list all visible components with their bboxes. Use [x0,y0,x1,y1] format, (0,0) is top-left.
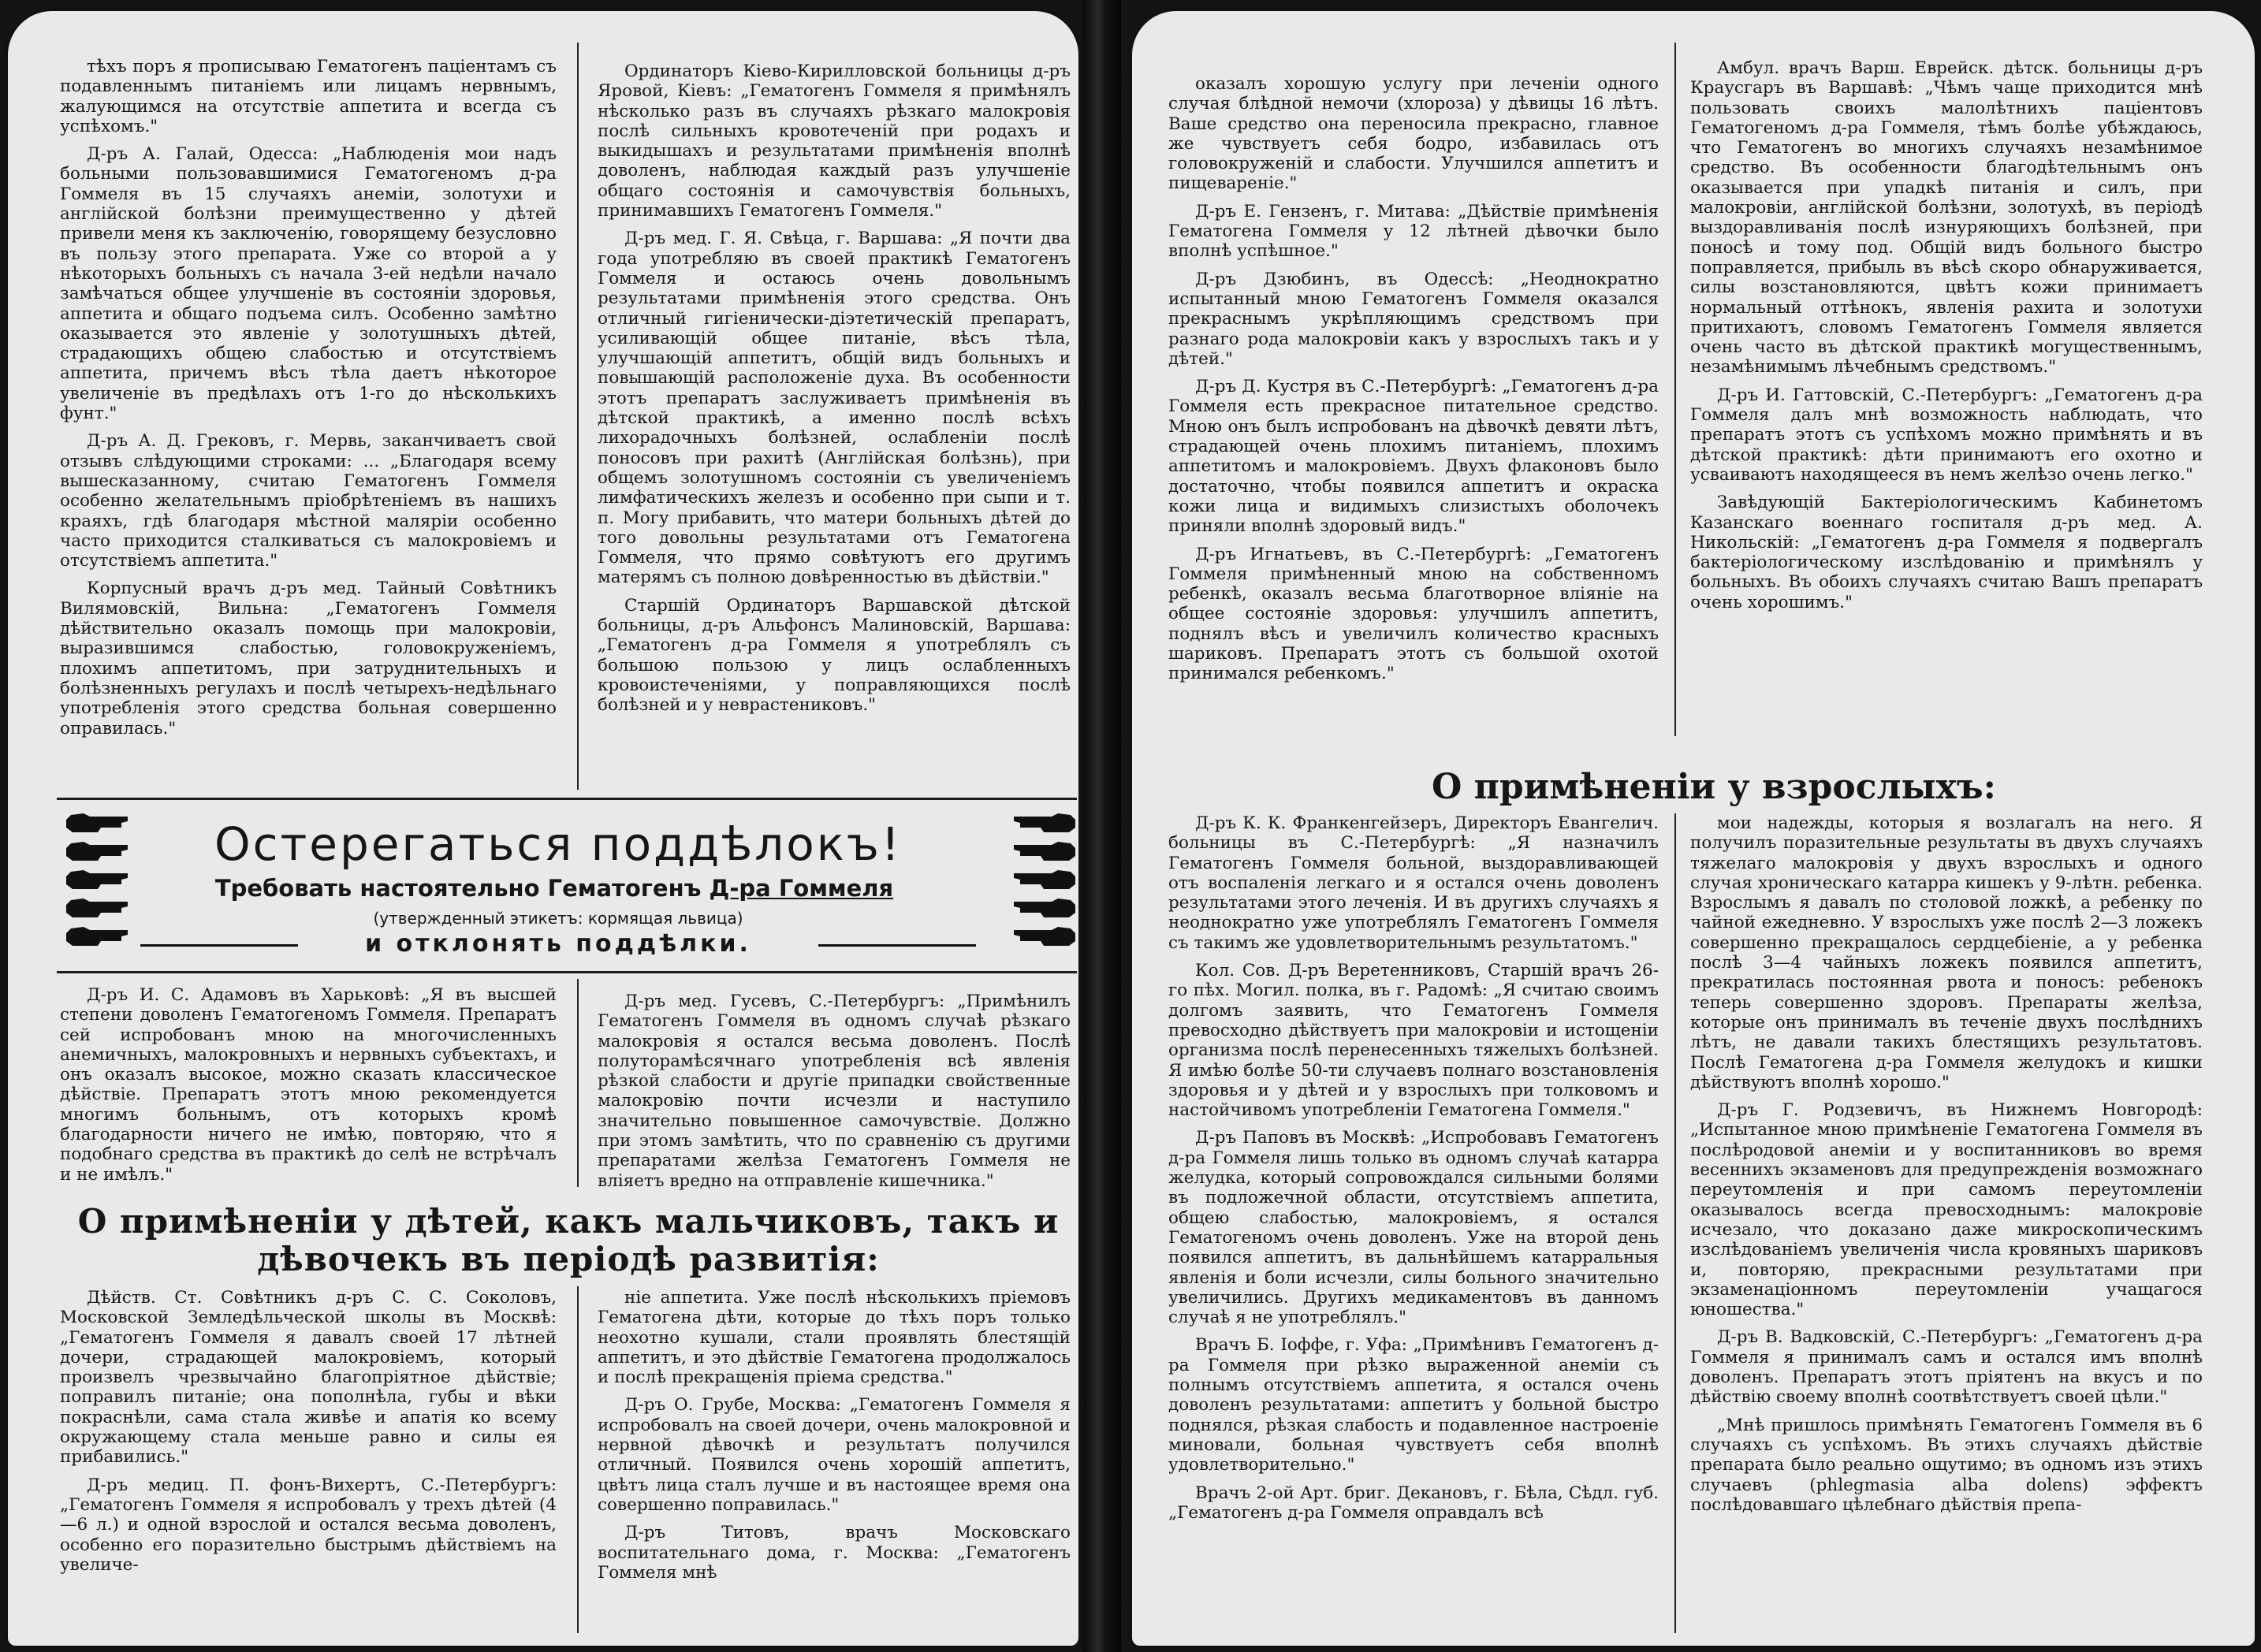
testimonial-paragraph: Д-ръ Д. Кустря въ С.-Петербургѣ: „Гематогенъ д-ра Гоммеля есть прекрасное питательное средство. Мною онъ былъ испробованъ на дѣвочкѣ девяти лѣтъ, страдающей очень плохимъ питанiемъ, плохимъ аппетитомъ и малокровiемъ. Двухъ флаконовъ было достаточно, чтобы появился аппетитъ и окраска кожи лица и видимыхъ слизистыхъ оболочекъ приняли вполнѣ здоровый видъ." [1168,377,1659,537]
testimonial-paragraph: Д-ръ В. Вадковскiй, С.-Петербургъ: „Гематогенъ д-ра Гоммеля я принималъ самъ и остался имъ вполнѣ доволенъ. Препаратъ этотъ прiятенъ на вкусъ и по дѣйствiю своему вполнѣ соотвѣтствуетъ своей цѣли." [1690,1327,2203,1408]
ad-rule-right [818,944,976,947]
pointing-hand-icon [1014,870,1075,889]
pointing-hand-icon [1014,842,1075,861]
testimonial-paragraph: Д-ръ медиц. П. фонъ-Вихертъ, С.-Петербургъ: „Гематогенъ Гоммеля я испробовалъ у трехъ дѣтей (4—6 л.) и одной взрослой и остался весьма доволенъ, особенно его поразительно быстрымъ дѣйствiемъ на увеличе- [60,1475,557,1575]
section-title-adults: О примѣненiи у взрослыхъ: [1432,767,1996,807]
counterfeit-warning-advertisement [61,802,1078,968]
left-column-2 [598,61,1071,798]
testimonial-paragraph: оказалъ хорошую услугу при леченiи одного случая блѣдной немочи (хлороза) у дѣвицы 16 лѣтъ. Ваше средство она переносила прекрасно, главное же чувствуетъ себя бодро, избавилась отъ головокруженiй и слабости. Улучшился аппетитъ и пищеваренiе." [1168,74,1659,194]
testimonial-paragraph: нiе аппетита. Уже послѣ нѣсколькихъ прiемовъ Гематогена дѣти, которые до тѣхъ поръ только неохотно кушали, стали проявлять блестящiй аппетитъ, и это дѣйствiе Гематогена продолжалось и послѣ прекращенiя прiема средства." [598,1288,1071,1388]
testimonial-paragraph: Врачъ Б. Iоффе, г. Уфа: „Примѣнивъ Гематогенъ д-ра Гоммеля при рѣзко выраженной анемiи съ полнымъ отсутствiемъ аппетита, я остался очень доволенъ результатами: аппетитъ у больной быстро поднялся, рѣзкая слабость и подавленное настроенiе миновали, больная чувствуетъ себя вполнѣ удовлетворительно." [1168,1335,1659,1475]
left-column-5 [60,1288,557,1638]
ad-demand-prefix: Требовать настоятельно Гематогенъ [214,875,702,902]
testimonial-paragraph: Д-ръ Игнатьевъ, въ С.-Петербургѣ: „Гематогенъ Гоммеля примѣненный мною на собственномъ ребенкѣ, оказалъ весьма благотворное влiянiе на общее состоянiе здоровья: улучшилъ аппетитъ, поднялъ вѣсъ и увеличилъ количество красныхъ шариковъ. Препаратъ этотъ съ большой охотой принимался ребенкомъ." [1168,544,1659,684]
testimonial-paragraph: Д-ръ А. Д. Грековъ, г. Мервь, заканчиваетъ свой отзывъ слѣдующими строками: ... „Благодаря всему вышесказанному, считаю Гематогенъ Гоммеля особенно желательнымъ прiобрѣтенiемъ въ нашихъ краяхъ, гдѣ благодаря мѣстной малярiи особенно часто приходится сталкиваться съ малокровiемъ и отсутствiемъ аппетита." [60,431,557,571]
testimonial-paragraph: Завѣдующiй Бактерiологическимъ Кабинетомъ Казанскаго военнаго госпиталя д-ръ мед. А. Никольскiй: „Гематогенъ д-ра Гоммеля я подвергалъ бактерiологическому изслѣдованiю и примѣнялъ у больныхъ. Въ обоихъ случаяхъ считаю Вашъ препаратъ очень хорошимъ." [1690,493,2203,612]
column-divider [577,979,579,1187]
ad-demand-brand: Д-ра Гоммеля [709,875,894,902]
testimonial-paragraph: Д-ръ Е. Гензенъ, г. Митава: „Дѣйствiе примѣненiя Гематогена Гоммеля у 12 лѣтней дѣвочки было вполнѣ успѣшное." [1168,201,1659,262]
testimonial-paragraph: Д-ръ Г. Родзевичъ, въ Нижнемъ Новгородѣ: „Испытанное мною примѣненiе Гематогена Гоммеля въ послѣродовой анемiи и у воспитанниковъ во время весеннихъ экзаменовъ для предупрежденiя возможнаго переутомленiя и при самомъ переутомленiи оказывалось всегда превосходнымъ: малокровiе исчезало, что доказано даже микроскопическимъ изслѣдованiемъ увеличенiя числа кровяныхъ шариковъ и, повторяю, прекрасными результатами при экзаменацiонномъ переутомленiи учащагося юношества." [1690,1100,2203,1320]
left-column-6 [598,1288,1071,1638]
right-column-1 [1168,74,1659,744]
left-page [5,8,1082,1649]
page-gutter [1083,0,1121,1652]
testimonial-paragraph: Д-ръ О. Грубе, Москва: „Гематогенъ Гоммеля я испробовалъ на своей дочери, очень малокровной и нервной дѣвочкѣ и результатъ получился отличный. Появился очень хорошiй аппетитъ, цвѣтъ лица сталъ лучше и въ настоящее время она совершенно поправилась." [598,1395,1071,1515]
left-column-4 [598,992,1071,1196]
pointing-hand-icon [66,842,128,861]
testimonial-paragraph: Д-ръ Титовъ, врачъ Московскаго воспитательнаго дома, г. Москва: „Гематогенъ Гоммеля мнѣ [598,1523,1071,1583]
pointing-hand-icon [66,927,128,946]
ad-demand-line [140,875,968,902]
testimonial-paragraph: Кол. Сов. Д-ръ Веретенниковъ, Старшiй врачъ 26-го пѣх. Могил. полка, въ г. Радомѣ: „Я считаю своимъ долгомъ заявить, что Гематогенъ Гоммеля превосходно дѣйствуетъ при малокровiи и истощенiи организма послѣ перенесенныхъ тяжелыхъ болѣзней. Я имѣю болѣе 50-ти случаевъ полнаго возстановленiя здоровья и у дѣтей и у взрослыхъ при толковомъ и настойчивомъ употребленiи Гематогена Гоммеля." [1168,961,1659,1121]
testimonial-paragraph: Д-ръ мед. Гусевъ, С.-Петербургъ: „Примѣнилъ Гематогенъ Гоммеля въ одномъ случаѣ рѣзкаго малокровiя я остался весьма доволенъ. Послѣ полуторамѣсячнаго употребленiя всѣ явленiя рѣзкой слабости и другiе припадки свойственные малокровiю почти исчезли и наступило значительно повышенное самочувствiе. Должно при этомъ замѣтить, что по сравненiю съ другими препаратами желѣза Гематогенъ Гоммеля не влiяетъ вредно на отправленiе кишечника." [598,992,1071,1191]
pointing-hand-icon [1014,899,1075,917]
testimonial-paragraph: Д-ръ Паповъ въ Москвѣ: „Испробовавъ Гематогенъ д-ра Гоммеля лишь только въ одномъ случаѣ катарра желудка, который сопровождался сильными болями въ подложечной области, отсутствiемъ аппетита, общею слабостью, малокровiемъ, я остался Гематогеномъ очень доволенъ. Уже на второй день появился аппетитъ, въ дальнѣйшемъ катарральныя явленiя и боли исчезли, силы больного значительно увеличились. Другихъ медикаментовъ въ данномъ случаѣ я не употреблялъ." [1168,1128,1659,1328]
column-divider [1674,813,1676,1633]
pointing-hand-icon [1014,813,1075,832]
testimonial-paragraph: мои надежды, которыя я возлагалъ на него. Я получилъ поразительные результаты въ двухъ случаяхъ тяжелаго малокровiя у двухъ взрослыхъ и одного случая хроническаго катарра кишекъ у 9-лѣтн. ребенка. Взрослымъ я давалъ по столовой ложкѣ, а ребенку по чайной ежедневно. У взрослыхъ уже послѣ 2—3 ложекъ совершенно прекращалось сердцебiенiе, а у ребенка послѣ 3—4 чайныхъ ложекъ появился аппетитъ, прекратилась постоянная рвота и поносъ: ребенокъ теперь совершенно здоровъ. Препараты желѣза, которые онъ принималъ въ теченiе двухъ послѣднихъ лѣтъ, не давали такихъ блестящихъ результатовъ. Послѣ Гематогена д-ра Гоммеля желудокъ и кишки дѣйствуютъ вполнѣ хорошо." [1690,813,2203,1092]
pointing-hand-icon [1014,927,1075,946]
section-title-children: О примѣненiи у дѣтей, какъ мальчиковъ, такъ и дѣвочекъ въ перiодѣ развитiя: [77,1202,1060,1278]
testimonial-paragraph: Врачъ 2-ой Арт. бриг. Декановъ, г. Бѣла, Сѣдл. губ. „Гематогенъ д-ра Гоммеля оправдалъ всѣ [1168,1483,1659,1523]
testimonial-paragraph: Д-ръ А. Галай, Одесса: „Наблюденiя мои надъ больными пользовавшимися Гематогеномъ д-ра Гоммеля въ 15 случаяхъ анемiи, золотухи и англiйской болѣзни преимущественно у дѣтей привели меня къ заключенiю, говорящему безусловно въ пользу этого препарата. Уже со второй а у нѣкоторыхъ больныхъ съ начала 3-ей недѣли начало замѣчаться общее улучшенiе въ состоянiи здоровья, аппетита и общаго подъема силъ. Особенно замѣтно оказывается это явленiе у золотушныхъ дѣтей, страдающихъ общею слабостью и отсутствiемъ аппетита, причемъ вѣсъ тѣла даетъ нѣкоторое увеличенiе въ предѣлахъ отъ 1-го до нѣсколькихъ фунт." [60,144,557,424]
testimonial-paragraph: Д-ръ И. С. Адамовъ въ Харьковѣ: „Я въ высшей степени доволенъ Гематогеномъ Гоммеля. Препаратъ сей испробованъ мною на многочисленныхъ анемичныхъ, малокровныхъ и нервныхъ субъектахъ, и онъ оказалъ высокое, можно сказать классическое дѣйствiе. Препаратъ этотъ мною рекомендуется многимъ больнымъ, отъ которыхъ кромѣ благодарности ничего не имѣю, повторяю, что я подобнаго средства въ практикѣ до селѣ не встрѣчалъ и не имѣлъ." [60,985,557,1185]
pointing-hand-icon [66,899,128,917]
ad-top-rule [57,798,1077,800]
right-column-3 [1168,813,1659,1638]
left-column-3 [60,985,557,1196]
right-column-4 [1690,813,2203,1638]
testimonial-paragraph: Дѣйств. Ст. Совѣтникъ д-ръ С. С. Соколовъ, Московской Земледѣльческой школы въ Москвѣ: „Гематогенъ Гоммеля я давалъ своей 17 лѣтней дочери, страдающей малокровiемъ, который произвелъ чрезвычайно благопрiятное дѣйствiе; поправилъ питанiе; она пополнѣла, губы и вѣки покраснѣли, сама стала живѣе и апатiя ко всему окружающему стала меньше равно и силы ея прибавились." [60,1288,557,1468]
right-page [1129,8,2258,1649]
testimonial-paragraph: Д-ръ Дзюбинъ, въ Одессѣ: „Неоднократно испытанный мною Гематогенъ Гоммеля оказался прекраснымъ укрѣпляющимъ средствомъ при разнаго рода малокровiи какъ у взрослыхъ такъ и у дѣтей." [1168,269,1659,369]
testimonial-paragraph: Ординаторъ Кiево-Кирилловской больницы д-ръ Яровой, Кiевъ: „Гематогенъ Гоммеля я примѣнялъ нѣсколько разъ въ случаяхъ рѣзкаго малокровiя послѣ сильныхъ кровотеченiй при родахъ и выкидышахъ и результатами примѣненiя вполнѣ доволенъ, наблюдая каждый разъ улучшенiе общаго состоянiя и самочувствiя больныхъ, принимавшихъ Гематогенъ Гоммеля." [598,61,1071,221]
testimonial-paragraph: Д-ръ мед. Г. Я. Свѣца, г. Варшава: „Я почти два года употребляю въ своей практикѣ Гематогенъ Гоммеля и остаюсь очень довольнымъ результатами примѣненiя этого средства. Онъ отличный гигiенически-дiэтетическiй препаратъ, усиливающiй общее питанiе, вѣсъ тѣла, улучшающiй аппетитъ, общiй видъ больныхъ и повышающiй расположенiе духа. Въ особенности этотъ препаратъ заслуживаетъ примѣненiя въ дѣтской практикѣ, а именно послѣ всѣхъ лихорадочныхъ болѣзней, ослабленiи послѣ поносовъ при рахитѣ (Англiйская болѣзнь), при общемъ золотушномъ состоянiи съ увеличенiемъ лимфатическихъ железъ и особенно при сыпи и т. п. Могу прибавить, что матери больныхъ дѣтей до того довольны результатами отъ Гематогена Гоммеля, что прямо совѣтуютъ его другимъ матерямъ съ полною довѣренностью въ дѣйствiи." [598,229,1071,588]
testimonial-paragraph: Д-ръ К. К. Франкенгейзеръ, Директоръ Евангелич. больницы въ С.-Петербургѣ: „Я назначилъ Гематогенъ Гоммеля больной, выздоравливающей отъ воспаленiя легкаго и я остался очень доволенъ результатами этого леченiя. И въ другихъ случаяхъ я неоднократно уже употреблялъ Гематогенъ Гоммеля съ такимъ же удовлетворительнымъ результатомъ." [1168,813,1659,953]
column-divider [577,1286,579,1633]
testimonial-paragraph: Корпусный врачъ д-ръ мед. Тайный Совѣтникъ Вилямовскiй, Вильна: „Гематогенъ Гоммеля дѣйствительно оказалъ помощь при малокровiи, выразившимся слабостью, головокруженiемъ, плохимъ аппетитомъ, при затруднительныхъ и болѣзненныхъ регулахъ и послѣ четырехъ-недѣльнаго употребленiя этого средства больная совершенно оправилась." [60,579,557,739]
right-column-2 [1690,58,2203,744]
ad-rule-left [140,944,298,947]
column-divider [1674,43,1676,736]
column-divider [577,43,579,790]
testimonial-paragraph: Д-ръ И. Гаттовскiй, С.-Петербургъ: „Гематогенъ д-ра Гоммеля далъ мнѣ возможность наблюдать, что препаратъ этотъ съ успѣхомъ можно примѣнять и въ дѣтской практикѣ: дѣти принимаютъ его охотно и усваиваютъ находящееся въ немъ желѣзо очень легко." [1690,385,2203,485]
ad-headline: Остерегаться поддѣлокъ! [214,817,903,871]
testimonial-paragraph: Старшiй Ординаторъ Варшавской дѣтской больницы, д-ръ Альфонсъ Малиновскiй, Варшава: „Гематогенъ д-ра Гоммеля я употреблялъ съ большою пользою у лицъ ослабленныхъ кровоистеченiями, у поправляющихся послѣ болѣзней и у неврастениковъ." [598,595,1071,716]
pointing-hand-icon [66,870,128,889]
ad-reject-line: и отклонять поддѣлки. [365,930,751,958]
ad-bottom-rule [57,971,1077,973]
testimonial-paragraph: тѣхъ поръ я прописываю Гематогенъ пацiентамъ съ подавленнымъ питанiемъ или лицамъ нервнымъ, жалующимся на отсутствiе аппетита и всегда съ успѣхомъ." [60,57,557,136]
testimonial-paragraph: Амбул. врачъ Варш. Еврейск. дѣтск. больницы д-ръ Краусгаръ въ Варшавѣ: „Чѣмъ чаще приходится мнѣ пользовать своихъ малолѣтнихъ пацiентовъ Гематогеномъ д-ра Гоммеля, тѣмъ болѣе убѣждаюсь, что Гематогенъ во многихъ случаяхъ незамѣнимое средство. Въ особенности благодѣтельнымъ онъ оказывается при упадкѣ питанiя и силъ, при малокровiи, англiйской болѣзни, золотухѣ, въ перiодѣ выздоравливанiя послѣ изнуряющихъ болѣзней, при поносѣ и тому под. Общiй видъ больного быстро поправляется, прибыль въ вѣсѣ скоро обнаруживается, силы возстановляются, цвѣтъ кожи принимаетъ нормальный оттѣнокъ, явленiя рахита и золотухи притихаютъ, словомъ Гематогенъ Гоммеля является очень часто въ дѣтской практикѣ могущественнымъ, незамѣнимымъ лѣчебнымъ средствомъ." [1690,58,2203,378]
pointing-hand-icon [66,813,128,832]
left-column-1 [60,57,557,798]
testimonial-paragraph: „Мнѣ пришлось примѣнять Гематогенъ Гоммеля въ 6 случаяхъ съ успѣхомъ. Въ этихъ случаяхъ дѣйствiе препарата было реально ощутимо; въ одномъ изъ этихъ случаевъ (phlegmasia alba dolens) эффектъ послѣдовавшаго цѣлебнаго дѣйствiя препа- [1690,1415,2203,1515]
ad-label-note: (утвержденный этикетъ: кормящая львица) [373,909,743,928]
